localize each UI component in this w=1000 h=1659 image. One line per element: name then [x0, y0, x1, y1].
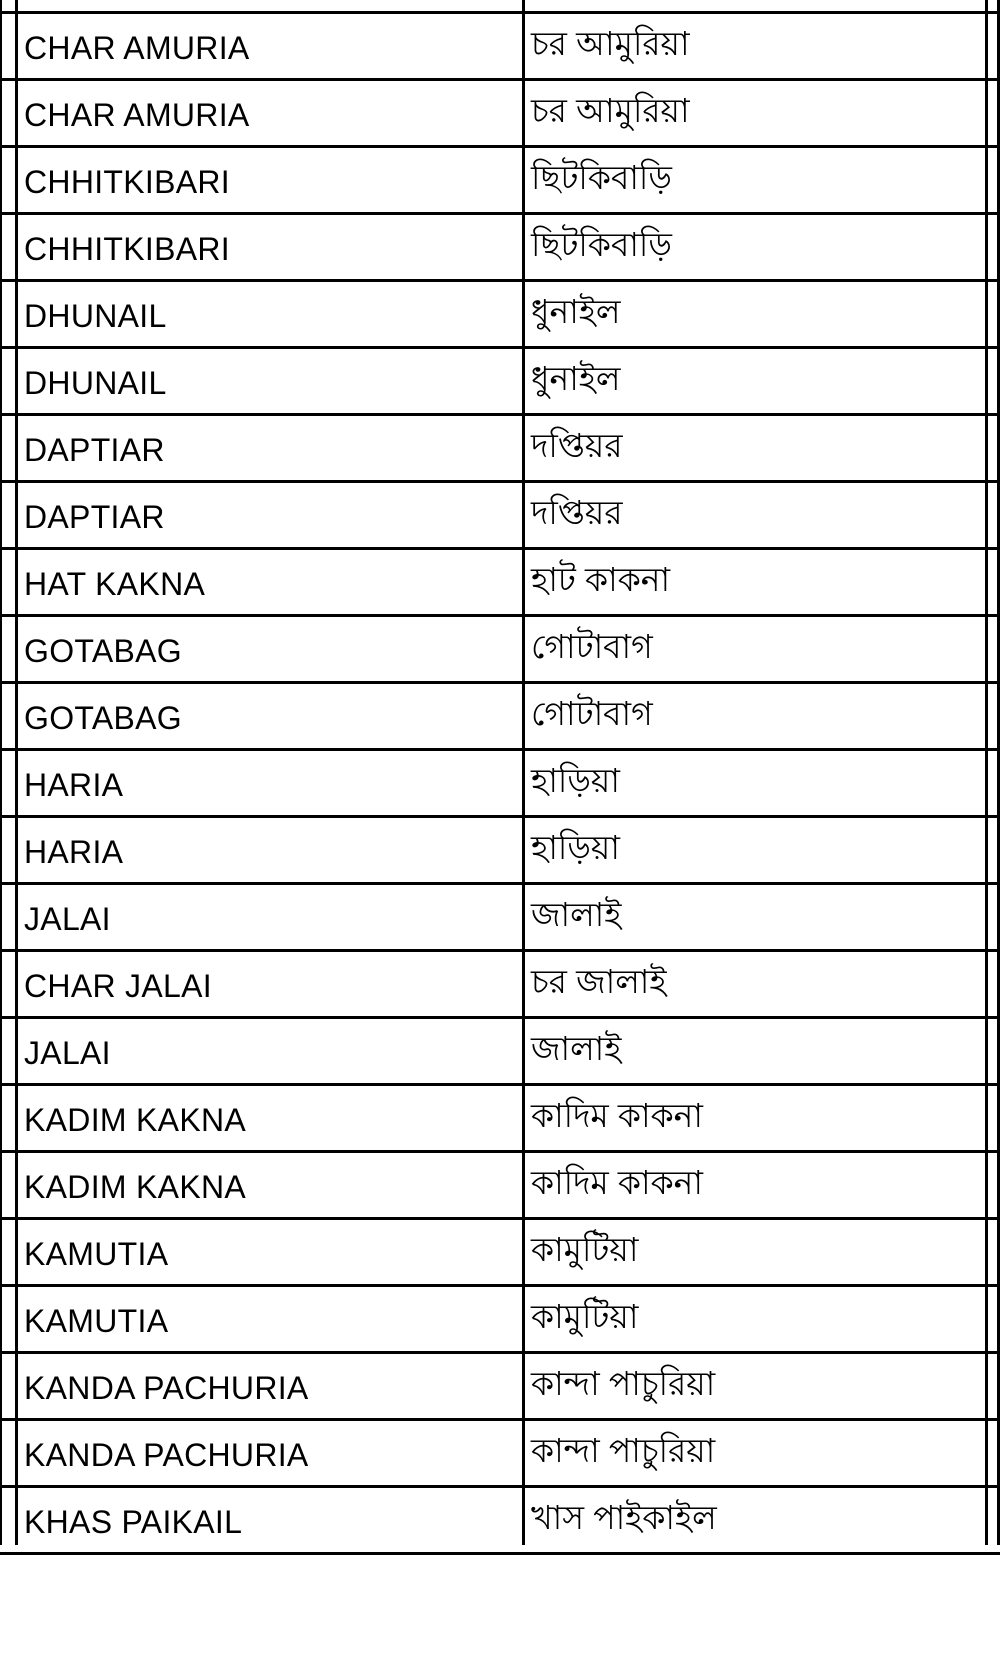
bengali-name-cell: দপ্তিয়র — [531, 427, 623, 464]
english-name-cell: KAMUTIA — [24, 1236, 169, 1272]
table-row — [0, 81, 1000, 148]
bengali-name-cell: চর আমুরিয়া — [531, 92, 690, 129]
english-name-cell: KANDA PACHURIA — [24, 1437, 309, 1473]
english-name-cell: JALAI — [24, 901, 111, 937]
english-name-cell: DHUNAIL — [24, 365, 167, 401]
english-name-cell: CHAR AMURIA — [24, 97, 250, 133]
english-name-cell: HARIA — [24, 834, 124, 870]
english-name-cell: DAPTIAR — [24, 499, 165, 535]
english-name-cell: DHUNAIL — [24, 298, 167, 334]
table-row — [0, 416, 1000, 483]
english-name-cell: KAMUTIA — [24, 1303, 169, 1339]
english-name-cell: GOTABAG — [24, 633, 182, 669]
bengali-name-cell: ছিটকিবাড়ি — [531, 226, 672, 263]
english-name-cell: KANDA PACHURIA — [24, 1370, 309, 1406]
english-name-cell: KADIM KAKNA — [24, 1102, 247, 1138]
table-row — [0, 349, 1000, 416]
table-row — [0, 282, 1000, 349]
bengali-name-cell: ধুনাইল — [531, 360, 621, 397]
english-name-cell: CHAR AMURIA — [24, 30, 250, 66]
bengali-name-cell: কামুটিয়া — [531, 1298, 639, 1335]
bengali-name-cell: হাড়িয়া — [531, 829, 620, 866]
bengali-name-cell: হাট কাকনা — [531, 561, 671, 598]
table-row — [0, 14, 1000, 81]
table-row — [0, 1086, 1000, 1153]
table-row — [0, 751, 1000, 818]
table-row — [0, 148, 1000, 215]
table-row — [0, 1153, 1000, 1220]
table-row — [0, 1287, 1000, 1354]
english-name-cell: HARIA — [24, 767, 124, 803]
bengali-name-cell: ধুনাইল — [531, 293, 621, 330]
bengali-name-cell: কান্দা পাচুরিয়া — [531, 1432, 716, 1469]
english-name-cell: GOTABAG — [24, 700, 182, 736]
bengali-name-cell: দপ্তিয়র — [531, 494, 623, 531]
table-row — [0, 483, 1000, 550]
bengali-name-cell: চর আমুরিয়া — [531, 25, 690, 62]
table-row — [0, 1421, 1000, 1488]
table-row — [0, 1354, 1000, 1421]
table-row — [0, 1488, 1000, 1555]
bengali-name-cell: হাড়িয়া — [531, 762, 620, 799]
bengali-name-cell: কাদিম কাকনা — [531, 1097, 703, 1134]
bengali-name-cell: কামুটিয়া — [531, 1231, 639, 1268]
bengali-name-cell: ছিটকিবাড়ি — [531, 159, 672, 196]
table-row — [0, 684, 1000, 751]
table-row — [0, 1019, 1000, 1086]
english-name-cell: CHHITKIBARI — [24, 164, 230, 200]
table-row — [0, 215, 1000, 282]
table-row — [0, 885, 1000, 952]
table-row — [0, 617, 1000, 684]
english-name-cell: CHAR JALAI — [24, 968, 212, 1004]
bengali-name-cell: কান্দা পাচুরিয়া — [531, 1365, 716, 1402]
bengali-name-cell: জালাই — [531, 1030, 622, 1067]
english-name-cell: CHHITKIBARI — [24, 231, 230, 267]
table-row — [0, 1220, 1000, 1287]
english-name-cell: DAPTIAR — [24, 432, 165, 468]
table-row — [0, 952, 1000, 1019]
bengali-name-cell: খাস পাইকাইল — [531, 1499, 717, 1536]
row-divider — [0, 1552, 1000, 1555]
table-row — [0, 550, 1000, 617]
english-name-cell: KHAS PAIKAIL — [24, 1504, 243, 1540]
bengali-name-cell: গোটাবাগ — [531, 695, 653, 732]
english-name-cell: KADIM KAKNA — [24, 1169, 247, 1205]
english-name-cell: HAT KAKNA — [24, 566, 206, 602]
table-row — [0, 818, 1000, 885]
bengali-name-cell: জালাই — [531, 896, 622, 933]
bengali-name-cell: কাদিম কাকনা — [531, 1164, 703, 1201]
english-name-cell: JALAI — [24, 1035, 111, 1071]
bengali-name-cell: গোটাবাগ — [531, 628, 653, 665]
bengali-name-cell: চর জালাই — [531, 963, 667, 1000]
